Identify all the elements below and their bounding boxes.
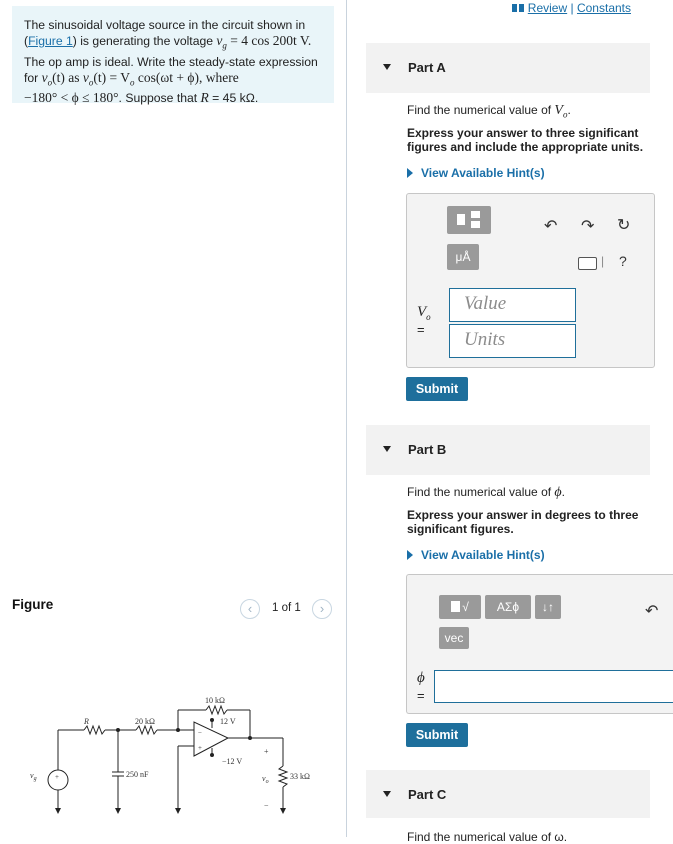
svg-text:−: − bbox=[264, 801, 269, 810]
part-b-question: Find the numerical value of ϕ. bbox=[407, 485, 566, 500]
collapse-triangle-icon bbox=[383, 791, 391, 797]
label-neg12v: −12 V bbox=[222, 757, 243, 766]
caret-right-icon bbox=[407, 168, 413, 178]
part-c-header[interactable] bbox=[366, 770, 650, 818]
svg-text:vg: $v_g$ bbox=[30, 771, 37, 782]
svg-text:−: − bbox=[198, 729, 202, 737]
part-a-question: Find the numerical value of $V_o$. bbox=[407, 103, 571, 120]
part-a-answer-box: μÅ ↶ ↷ ↻ | ? $V_o$ = Value Units bbox=[406, 193, 655, 368]
part-b-header[interactable] bbox=[366, 425, 650, 475]
part-b-answer-box: √ ΑΣϕ ↓↑ vec ↶ ϕ = bbox=[406, 574, 673, 714]
circuit-diagram bbox=[0, 680, 340, 837]
part-b-title: Part B bbox=[408, 442, 447, 457]
units-input[interactable]: Units bbox=[449, 324, 576, 358]
var-label: $V_o$ bbox=[417, 304, 431, 322]
chevron-left-icon[interactable]: ‹ bbox=[240, 599, 260, 619]
review-link[interactable]: Review bbox=[527, 1, 568, 15]
collapse-triangle-icon bbox=[383, 446, 391, 452]
part-b-instruction: Express your answer in degrees to three significant figures. bbox=[407, 508, 639, 536]
part-a-instruction: Express your answer to three significant figures and include the appropriate units. bbox=[407, 126, 644, 154]
template-button[interactable] bbox=[447, 206, 491, 234]
label-10k: 10 kΩ bbox=[205, 696, 225, 705]
part-a-title: Part A bbox=[408, 60, 446, 75]
keyboard-icon[interactable] bbox=[578, 257, 597, 270]
undo-icon[interactable]: ↶ bbox=[645, 603, 659, 620]
label-33k: 33 kΩ bbox=[290, 772, 310, 781]
part-a-hint-toggle[interactable]: View Available Hint(s) bbox=[407, 166, 545, 180]
svg-text:+: + bbox=[198, 744, 202, 752]
label-R: R bbox=[84, 717, 89, 726]
help-button[interactable]: ? bbox=[619, 253, 627, 269]
svg-text:+: + bbox=[55, 773, 59, 781]
phi-input[interactable] bbox=[434, 670, 673, 703]
part-b-hint-toggle[interactable]: View Available Hint(s) bbox=[407, 548, 545, 562]
chevron-right-icon[interactable]: › bbox=[312, 599, 332, 619]
part-c-question: Find the numerical value of ω. bbox=[407, 830, 568, 844]
phi-label: ϕ bbox=[417, 670, 425, 686]
top-links: Review | Constants bbox=[512, 1, 631, 15]
collapse-triangle-icon bbox=[383, 64, 391, 70]
problem-line-3: The op amp is ideal. Write the steady-state expression bbox=[24, 54, 318, 69]
svg-text:vo: $v_o$ bbox=[262, 774, 269, 785]
greek-symbols-button[interactable]: ΑΣϕ bbox=[485, 595, 531, 619]
book-icon bbox=[512, 4, 524, 12]
label-250nF: 250 nF bbox=[126, 770, 149, 779]
part-c-title: Part C bbox=[408, 787, 447, 802]
undo-icon[interactable]: ↶ bbox=[544, 218, 558, 235]
column-divider bbox=[346, 0, 347, 837]
part-a-submit-button[interactable]: Submit bbox=[406, 377, 468, 401]
units-button[interactable]: μÅ bbox=[447, 244, 479, 270]
caret-right-icon bbox=[407, 550, 413, 560]
redo-icon[interactable]: ↷ bbox=[581, 218, 595, 235]
figure-1-link[interactable]: Figure 1 bbox=[28, 34, 73, 48]
vec-button[interactable]: vec bbox=[439, 627, 469, 649]
phi-range: −180° < ϕ ≤ 180° bbox=[24, 90, 119, 106]
figure-label: Figure bbox=[12, 597, 54, 612]
problem-line-1: The sinusoidal voltage source in the circuit shown in bbox=[24, 18, 306, 32]
svg-text:+: + bbox=[264, 747, 269, 756]
reset-icon[interactable]: ↻ bbox=[617, 217, 631, 234]
constants-link[interactable]: Constants bbox=[576, 1, 631, 15]
part-a-header[interactable] bbox=[366, 43, 650, 93]
arrows-button[interactable]: ↓↑ bbox=[535, 595, 561, 619]
figure-pager-text: 1 of 1 bbox=[272, 602, 301, 614]
problem-statement: The sinusoidal voltage source in the circuit shown in (Figure 1) is generating the voltage $v_g = 4$ cos 200t V. The op amp is ideal. Write the steady-state expression for $v_o(t)$ as $v_o(t) = V_o$ cos(ωt + ϕ), where −180° < ϕ ≤ 180°. Suppose that R = 45 kΩ. bbox=[12, 6, 334, 103]
sqrt-template-button[interactable]: √ bbox=[439, 595, 481, 619]
label-20k: 20 kΩ bbox=[135, 717, 155, 726]
part-b-submit-button[interactable]: Submit bbox=[406, 723, 468, 747]
value-input[interactable]: Value bbox=[449, 288, 576, 322]
label-12v: 12 V bbox=[220, 717, 236, 726]
